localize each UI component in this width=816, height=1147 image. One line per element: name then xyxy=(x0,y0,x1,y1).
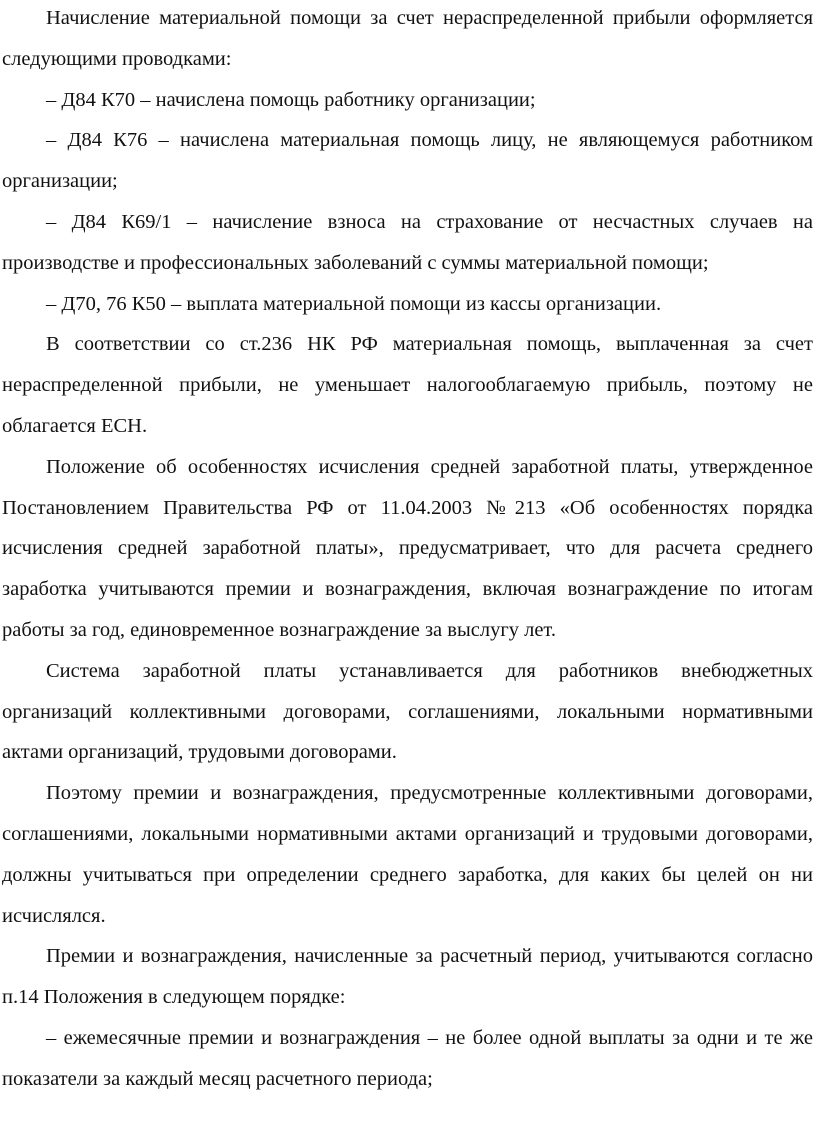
paragraph-posting-d84-k76: – Д84 К76 – начислена материальная помощь лицу, не являющемуся работником организации; xyxy=(2,129,813,193)
paragraph-bonuses-included: Поэтому премии и вознаграждения, предусмотренные коллективными договорами, соглашениями, локальными нормативными актами организаций и трудовыми договорами, должны учитываться при определении среднего заработка, для каких бы целей он ни исчислялся. xyxy=(2,782,813,927)
paragraph-monthly-bonuses: – ежемесячные премии и вознаграждения – не более одной выплаты за одни и те же показатели за каждый месяц расчетного периода; xyxy=(2,1026,813,1090)
paragraph-average-wage-regulation: Положение об особенностях исчисления средней заработной платы, утвержденное Постановлением Правительства РФ от 11.04.2003 №213 «Об особенностях порядка исчисления средней заработной платы», предусматривает, что для расчета среднего заработка учитываются премии и вознаграждения, включая вознаграждение по итогам работы за год, единовременное вознаграждение за выслугу лет. xyxy=(2,455,813,641)
paragraph-intro-postings: Начисление материальной помощи за счет нераспределенной прибыли оформляется следующими проводками: xyxy=(2,7,813,70)
paragraph-posting-d70-k50: – Д70, 76 К50 – выплата материальной помощи из кассы организации. xyxy=(46,292,662,315)
paragraph-wage-system: Система заработной платы устанавливается для работников внебюджетных организаций коллективными договорами, соглашениями, локальными нормативными актами организаций, трудовыми договорами. xyxy=(2,659,813,764)
paragraph-posting-d84-k70: – Д84 К70 – начислена помощь работнику организации; xyxy=(46,88,536,111)
paragraph-posting-d84-k69: – Д84 К69/1 – начисление взноса на страхование от несчастных случаев на производстве и профессиональных заболеваний с суммы материальной помощи; xyxy=(2,210,813,274)
paragraph-bonus-accounting-order: Премии и вознаграждения, начисленные за расчетный период, учитываются согласно п.14 Положения в следующем порядке: xyxy=(2,945,813,1009)
paragraph-tax-code-236: В соответствии со ст.236 НК РФ материальная помощь, выплаченная за счет нераспределенной прибыли, не уменьшает налогооблагаемую прибыль, поэтому не облагается ЕСН. xyxy=(2,333,813,437)
